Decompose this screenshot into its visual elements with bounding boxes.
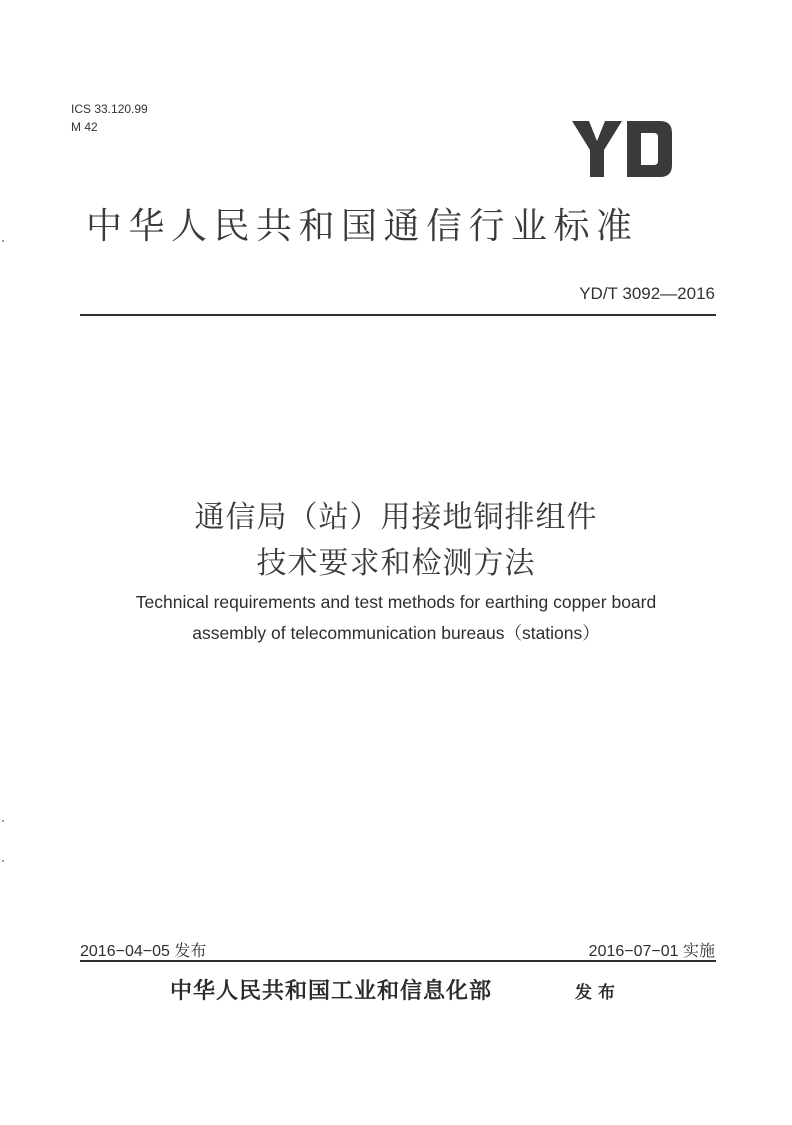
- title-en-line2: assembly of telecommunication bureaus（stations）: [192, 623, 600, 643]
- implement-date: 2016−07−01 实施: [588, 943, 715, 960]
- issue-date: 2016−04−05 发布: [80, 943, 207, 960]
- title-cn-line2: 技术要求和检测方法: [256, 546, 536, 581]
- scan-speck: [2, 820, 4, 822]
- header-divider: [80, 314, 716, 316]
- publisher-name: 中华人民共和国工业和信息化部: [170, 978, 493, 1004]
- publisher-suffix: 发布: [575, 983, 621, 1003]
- ics-code: ICS 33.120.99: [71, 102, 148, 116]
- footer-divider: [80, 960, 716, 962]
- scan-speck: [2, 240, 4, 242]
- category-code: M 42: [71, 120, 98, 134]
- standard-type-heading: 中华人民共和国通信行业标准: [86, 206, 639, 247]
- title-cn-line1: 通信局（站）用接地铜排组件: [194, 500, 598, 535]
- title-en-line1: Technical requirements and test methods for earthing copper board: [135, 592, 657, 612]
- standard-number: YD/T 3092—2016: [579, 284, 715, 303]
- yd-logo: [572, 121, 672, 177]
- document-classification: [71, 100, 148, 136]
- scan-speck: [2, 860, 4, 862]
